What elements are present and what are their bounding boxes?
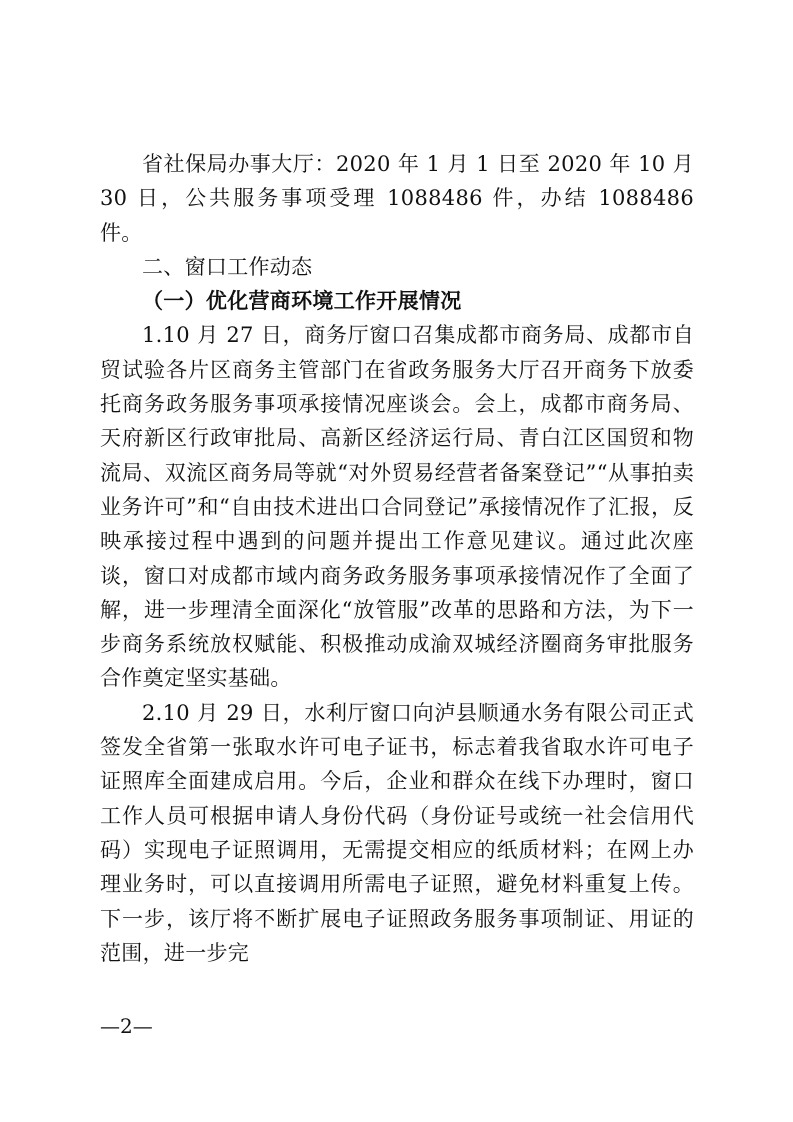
subsection-heading: （一）优化营商环境工作开展情况 [142, 289, 462, 314]
page-number: —2— [100, 1014, 153, 1038]
section-heading: 二、窗口工作动态 [142, 254, 313, 279]
document-body [100, 147, 694, 970]
item-water-resources-window: 2.10 月 29 日，水利厅窗口向泸县顺通水务有限公司正式签发全省第一张取水许可电子证书，标志着我省取水许可电子证照库全面建成启用。今后，企业和群众在线下办理时，窗口工作人员可根据申请人身份代码（身份证号或统一社会信用代码）实现电子证照调用，无需提交相应的纸质材料；在网上办理业务时，可以直接调用所需电子证照，避免材料重复上传。下一步，该厅将不断扩展电子证照政务服务事项制证、用证的范围，进一步完 [100, 700, 694, 965]
item-commerce-window: 1.10 月 27 日，商务厅窗口召集成都市商务局、成都市自贸试验各片区商务主管部门在省政务服务大厅召开商务下放委托商务政务服务事项承接情况座谈会。会上，成都市商务局、天府新区行政审批局、高新区经济运行局、青白江区国贸和物流局、双流区商务局等就“对外贸易经营者备案登记”“从事拍卖业务许可”和“自由技术进出口合同登记”承接情况作了汇报，反映承接过程中遇到的问题并提出工作意见建议。通过此次座谈，窗口对成都市域内商务政务服务事项承接情况作了全面了解，进一步理清全面深化“放管服”改革的思路和方法，为下一步商务系统放权赋能、积极推动成渝双城经济圈商务审批服务合作奠定坚实基础。 [100, 323, 694, 691]
paragraph-social-security-stats: 省社保局办事大厅：2020 年 1 月 1 日至 2020 年 10 月 30 日，公共服务事项受理 1088486 件，办结 1088486 件。 [100, 152, 694, 245]
